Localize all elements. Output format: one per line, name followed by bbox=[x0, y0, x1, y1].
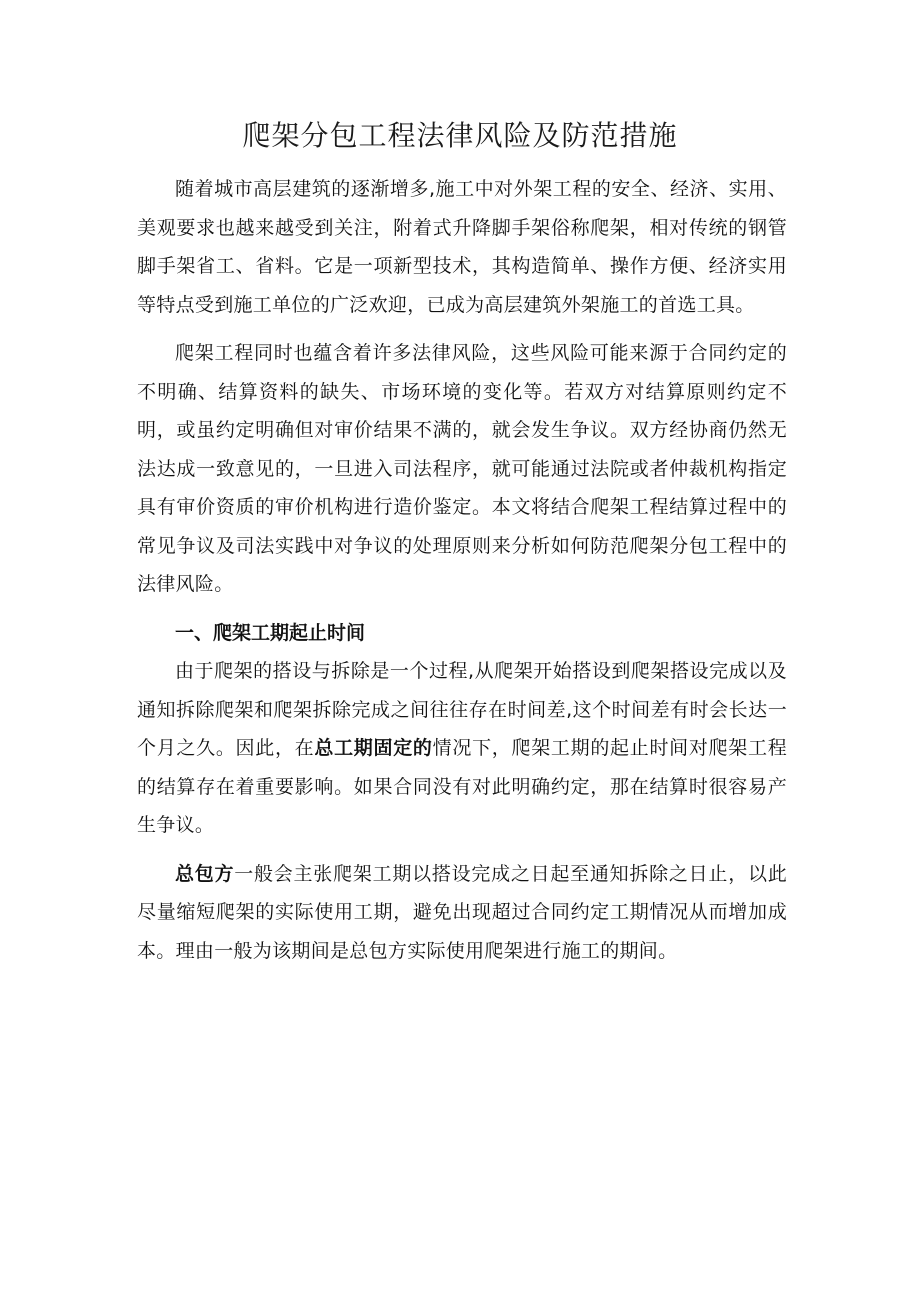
paragraph-legal-risks: 爬架工程同时也蕴含着许多法律风险，这些风险可能来源于合同约定的不明确、结算资料的缺失、市场环境的变化等。若双方对结算原则约定不明，或虽约定明确但对审价结果不满的，就会发生争议。双方经协商仍然无法达成一致意见的，一旦进入司法程序，就可能通过法院或者仲裁机构指定具有审价资质的审价机构进行造价鉴定。本文将结合爬架工程结算过程中的常见争议及司法实践中对争议的处理原则来分析如何防范爬架分包工程中的法律风险。 bbox=[137, 342, 787, 595]
bold-phrase: 总包方 bbox=[175, 862, 235, 885]
paragraph-intro: 随着城市高层建筑的逐渐增多,施工中对外架工程的安全、经济、实用、美观要求也越来越受到关注，附着式升降脚手架俗称爬架，相对传统的钢管脚手架省工、省料。它是一项新型技术，其构造简单、操作方便、经济实用等特点受到施工单位的广泛欢迎，已成为高层建筑外架施工的首选工具。 bbox=[137, 178, 787, 316]
document-body bbox=[137, 170, 787, 970]
paragraph-text: 由于爬架的搭设与拆除是一个过程,从爬架开始搭设到爬架搭设完成以及通知拆除爬架和爬架拆除完成之间往往存在时间差,这个时间差有时会长达一个月之久。因此，在 bbox=[137, 660, 787, 759]
paragraph-text: 情况下，爬架工期的起止时间对爬架工程的结算存在着重要影响。如果合同没有对此明确约定，那在结算时很容易产生争议。 bbox=[137, 737, 788, 836]
paragraph-general-contractor bbox=[137, 855, 787, 971]
paragraph-text: 一般会主张爬架工期以搭设完成之日起至通知拆除之日止，以此尽量缩短爬架的实际使用工期，避免出现超过合同约定工期情况从而增加成本。理由一般为该期间是总包方实际使用爬架进行施工的期间。 bbox=[137, 862, 788, 962]
paragraph-time-difference bbox=[137, 652, 787, 845]
bold-phrase: 总工期固定的 bbox=[314, 737, 433, 759]
section-heading-1: 一、爬架工期起止时间 bbox=[175, 621, 366, 644]
document-title: 爬架分包工程法律风险及防范措施 bbox=[242, 119, 678, 152]
